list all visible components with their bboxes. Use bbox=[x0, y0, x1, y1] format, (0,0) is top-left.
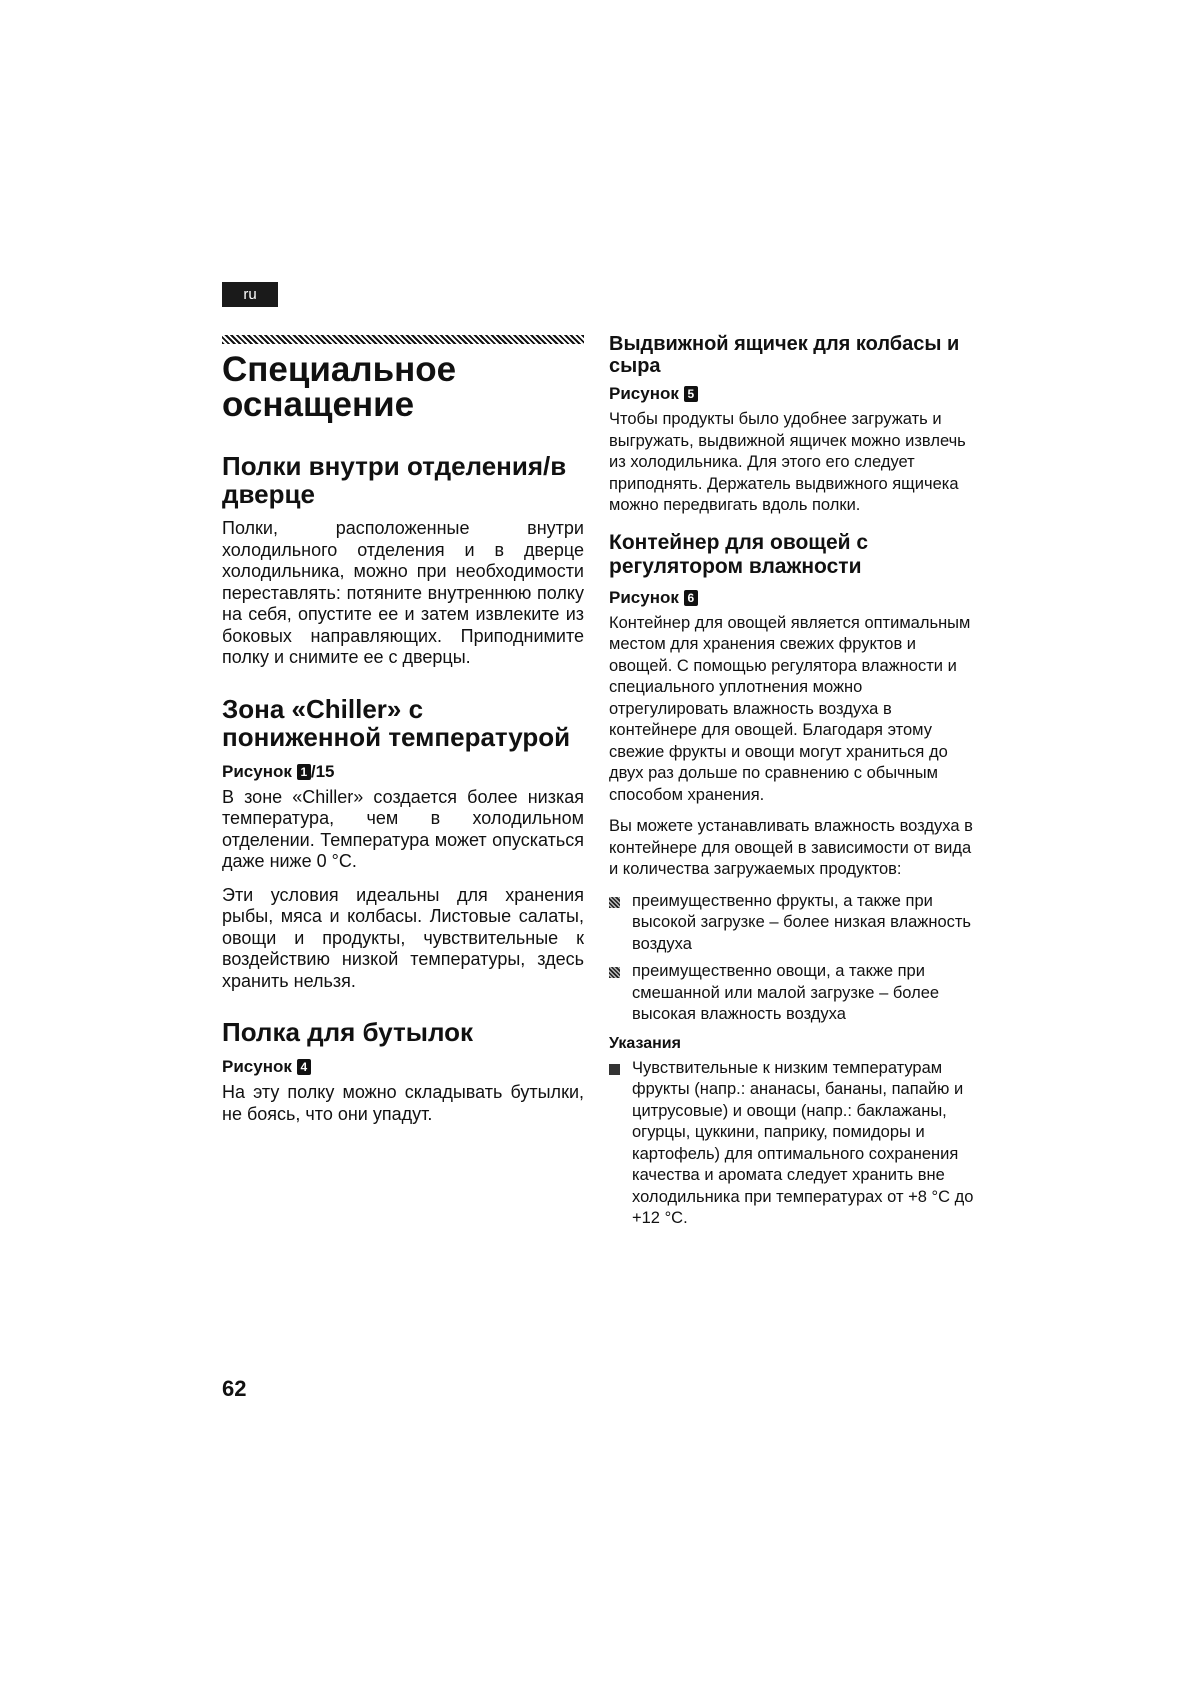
figure-label: Рисунок bbox=[609, 384, 679, 403]
bullet-icon bbox=[609, 967, 620, 978]
list-item bbox=[609, 1058, 981, 1230]
chiller-text-1: В зоне «Chiller» создается более низкая температура, чем в холодильном отделении. Температура может опускаться даже ниже 0 °С. bbox=[222, 786, 584, 871]
figure-label: Рисунок bbox=[222, 761, 292, 781]
container-text-2: Вы можете устанавливать влажность воздуха в контейнере для овощей в зависимости от вида и количества загружаемых продуктов: bbox=[609, 817, 973, 878]
container-figure-ref bbox=[609, 587, 981, 609]
bottle-shelf-heading: Полка для бутылок bbox=[222, 1017, 474, 1047]
list-item-text: преимущественно фрукты, а также при высокой загрузке – более низкая влажность воздуха bbox=[632, 891, 972, 953]
list-item bbox=[609, 961, 981, 1026]
figure-label: Рисунок bbox=[609, 587, 679, 607]
page-number: 62 bbox=[222, 1376, 247, 1401]
notes-list bbox=[609, 1058, 981, 1230]
container-text-1: Контейнер для овощей является оптимальным местом для хранения свежих фруктов и овощей. С помощью регулятора влажности и специального уплотнения можно отрегулировать влажность воздуха в контейнере для овощей. Благодаря этому свежие фрукты и овощи могут храниться до двух раз дольше по сравнению с обычным способом хранения. bbox=[609, 613, 971, 804]
figure-number-badge: 6 bbox=[684, 590, 698, 606]
bottle-shelf-text: На эту полку можно складывать бутылки, не боясь, что они упадут. bbox=[222, 1082, 584, 1124]
section-vegetable-container bbox=[609, 531, 981, 1230]
language-tab: ru bbox=[222, 282, 278, 307]
drawer-figure-ref bbox=[609, 383, 981, 405]
section-drawer bbox=[609, 333, 981, 517]
chiller-text-2: Эти условия идеальны для хранения рыбы, мяса и колбасы. Листовые салаты, овощи и продукты, чувствительные к воздействию низкой температуры, здесь хранить нельзя. bbox=[222, 884, 584, 991]
list-item bbox=[609, 891, 981, 956]
drawer-heading: Выдвижной ящичек для колбасы и сыра bbox=[609, 333, 960, 377]
right-column bbox=[609, 333, 981, 1244]
humidity-list bbox=[609, 891, 981, 1026]
section-shelves bbox=[222, 452, 584, 669]
list-item-text: преимущественно овощи, а также при смешанной или малой загрузке – более высокая влажность воздуха bbox=[632, 962, 940, 1023]
chiller-figure-ref bbox=[222, 761, 584, 783]
figure-label: Рисунок bbox=[222, 1057, 292, 1076]
figure-number-badge: 5 bbox=[684, 386, 698, 402]
notes-heading: Указания bbox=[609, 1034, 681, 1052]
chiller-heading: Зона «Chiller» с пониженной температурой bbox=[222, 693, 571, 752]
figure-number-badge: 1 bbox=[297, 764, 311, 780]
bottle-figure-ref bbox=[222, 1056, 584, 1078]
bullet-icon bbox=[609, 897, 620, 908]
figure-suffix: /15 bbox=[310, 761, 335, 781]
page-title: Специальное оснащение bbox=[222, 350, 457, 424]
left-column bbox=[222, 352, 584, 1151]
shelves-heading: Полки внутри отделения/в дверце bbox=[222, 451, 567, 509]
shelves-text: Полки, расположенные внутри холодильного отделения и в дверце холодильника, можно при необходимости переставлять: потяните внутреннюю полку на себя, опустите ее и затем извлеките из боковых направляющих. Приподнимите полку и снимите ее с дверцы. bbox=[222, 518, 584, 667]
list-item-text: Чувствительные к низким температурам фрукты (напр.: ананасы, бананы, папайю и цитрусовые) и овощи (напр.: баклажаны, огурцы, цуккини, паприку, помидоры и картофель) для оптимального сохранения качества и аромата следует хранить вне холодильника при температурах от +8 °C до +12 °C. bbox=[632, 1058, 974, 1227]
section-rule bbox=[222, 335, 584, 344]
bullet-icon bbox=[609, 1064, 620, 1075]
container-heading: Контейнер для овощей с регулятором влажности bbox=[609, 530, 869, 578]
drawer-text: Чтобы продукты было удобнее загружать и выгружать, выдвижной ящичек можно извлечь из холодильника. Для этого его следует приподнять. Держатель выдвижного ящичека можно передвигать вдоль полки. bbox=[609, 410, 966, 514]
section-chiller bbox=[222, 695, 584, 993]
section-bottle-shelf bbox=[222, 1018, 584, 1125]
figure-number-badge: 4 bbox=[297, 1059, 311, 1075]
